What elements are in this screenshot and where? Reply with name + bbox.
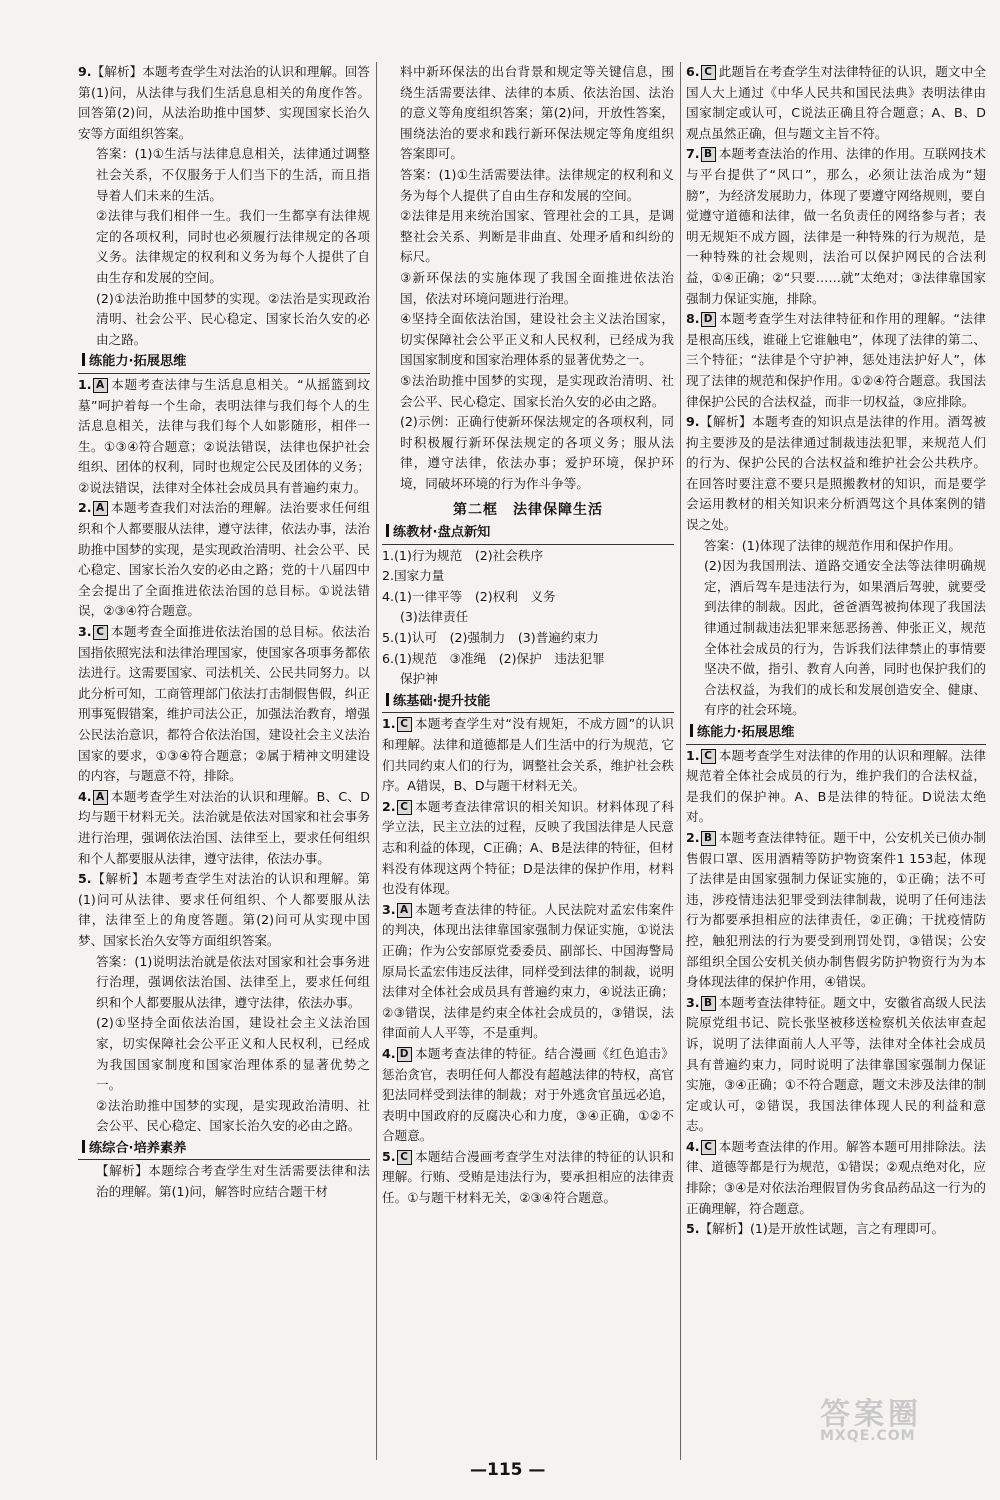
section-heading: 练基础·提升技能	[382, 692, 674, 714]
answer-text: ④坚持全面依法治国，建设社会主义法治国家，切实保障社会公平正义和人民权利，已经成为我国国家制度和国家治理体系的显著优势之一。	[400, 311, 674, 368]
watermark-logo	[820, 1397, 985, 1485]
answer-paragraph	[382, 309, 674, 371]
chapter-title: 第二框 法律保障生活	[453, 502, 603, 519]
question-number: 1.	[78, 376, 92, 392]
question-number: 4.	[382, 1045, 396, 1061]
answer-letter-badge: A	[93, 501, 108, 516]
answer-paragraph	[78, 62, 370, 144]
answer-paragraph	[382, 546, 674, 567]
page-number: —115 —	[470, 1460, 546, 1480]
answer-letter-badge: C	[701, 749, 716, 764]
answer-text: 5.(1)认可 (2)强制力 (3)普遍约束力	[382, 630, 599, 646]
watermark-url: MXQE.COM	[820, 1427, 916, 1444]
answer-text: 答案：(1)①生活与法律息息相关，法律通过调整社会关系，不仅服务于人们当下的生活，而且指导着人们未来的生活。	[96, 146, 370, 203]
answer-text: 1.(1)行为规范 (2)社会秩序	[382, 547, 544, 563]
answer-paragraph	[382, 649, 674, 670]
answer-text: ②法律与我们相伴一生。我们一生都享有法律规定的各项权利，同时也必须履行法律规定的各项义务。法律规定的权利和义务为每个人提供了自由生存和发展的空间。	[96, 208, 370, 285]
question-number: 2.	[382, 798, 396, 814]
answer-paragraph	[686, 536, 986, 557]
answer-letter-badge: D	[701, 312, 716, 327]
answer-paragraph	[78, 375, 370, 499]
question-number: 5.	[686, 1221, 700, 1237]
answer-text: 6.(1)规范 ③准绳 (2)保护 违法犯罪	[382, 650, 605, 666]
answer-text: (2)示例：正确行使新环保法规定的各项权利，同时积极履行新环保法规定的各项义务；服从法律，遵守法律，依法办事；爱护环境，保护环境，同破坏环境的行为作斗争等。	[400, 414, 674, 491]
answer-text: 【解析】本题考查学生对法治的认识和理解。回答第(1)问，从法律与我们生活息息相关的角度作答。回答第(2)问，从法治助推中国梦、实现国家长治久安等方面组织答案。	[78, 64, 370, 141]
answer-paragraph	[78, 498, 370, 622]
answer-text: (3)法律责任	[400, 609, 469, 625]
answer-text: 此题旨在考查学生对法律特征的认识，题文中全国人大上通过《中华人民共和国民法典》表明法律由国家制定或认可，C说法正确且符合题意；A、B、D观点虽然正确，但与题文主旨不符。	[686, 64, 986, 141]
answer-text: 【解析】本题考查的知识点是法律的作用。酒驾被拘主要涉及的是法律通过制裁违法犯罪，来规范人们的行为、保护公民的合法权益和维护社会公共秩序。在回答时要注意不要只是照搬教材的知识，而是要学会运用教材的相关知识来分析酒驾这个具体案例的错误之处。	[686, 414, 986, 533]
section-heading: 练能力·拓展思维	[686, 723, 986, 745]
answer-paragraph	[686, 62, 986, 144]
answer-paragraph	[382, 62, 674, 165]
answer-paragraph	[686, 144, 986, 309]
column-divider	[376, 62, 377, 1460]
section-heading: 练能力·拓展思维	[78, 352, 370, 374]
answer-paragraph	[78, 787, 370, 869]
answer-letter-badge: B	[701, 996, 716, 1011]
question-number: 4.	[78, 788, 92, 804]
answer-paragraph	[382, 165, 674, 206]
answer-letter-badge: C	[397, 717, 412, 732]
answer-paragraph	[78, 869, 370, 951]
answer-text: 本题考查法律的特征。人民法院对孟宏伟案件的判决，体现出法律靠国家强制力保证实施，①说法正确；作为公安部原党委委员、副部长、中国海警局原局长孟宏伟违反法律，同样受到法律的制裁，说明法律对全体社会成员具有普遍约束力，④说法正确；②③错误，法律是约束全体社会成员的，③错误，法律面前人人平等，不是重判。	[382, 901, 674, 1041]
answer-paragraph	[78, 952, 370, 1014]
answer-letter-badge: B	[701, 831, 716, 846]
answer-paragraph	[382, 587, 674, 608]
answer-text: 答案：(1)①生活需要法律。法律规定的权利和义务为每个人提供了自由生存和发展的空间。	[400, 166, 674, 203]
answer-paragraph	[78, 1013, 370, 1095]
answer-paragraph	[382, 268, 674, 309]
answer-text: 本题结合漫画考查学生对法律的特征的认识和理解。行贿、受贿是违法行为，要承担相应的法律责任。①与题干材料无关，②③④符合题意。	[382, 1148, 674, 1206]
question-number: 9.	[78, 64, 92, 79]
answer-text: 本题考查学生对法律特征和作用的理解。“法律是根高压线，谁碰上它谁触电”，体现了法律的第二、三个特征；“法律是个守护神，惩处违法护好人”，体现了法律的规范和保护作用。①②④符合题意。我国法律保护公民的合法权益，而非一切权益，③应排除。	[686, 311, 986, 409]
answer-letter-badge: C	[701, 65, 716, 80]
answer-text: 【解析】本题综合考查学生对生活需要法律和法治的理解。第(1)问，解答时应结合题干材	[96, 1163, 370, 1200]
answer-text: 料中新环保法的出台背景和规定等关键信息，围绕生活需要法律、法律的本质、依法治国、法治的意义等角度组织答案；第(2)问，开放性答案，围绕法治的要求和践行新环保法规定等角度组织答案即可。	[400, 64, 674, 162]
answer-text: 2.国家力量	[382, 568, 445, 584]
answer-text: ②法治助推中国梦的实现，是实现政治清明、社会公平、民心稳定、国家长治久安的必由之路。	[96, 1097, 370, 1134]
answer-paragraph	[686, 746, 986, 828]
section-heading: 练教材·盘点新知	[382, 523, 674, 545]
answer-paragraph	[78, 1161, 370, 1202]
answer-letter-badge: A	[93, 790, 108, 805]
answer-paragraph	[686, 1219, 986, 1240]
answer-paragraph	[686, 1137, 986, 1219]
answer-paragraph	[382, 1147, 674, 1209]
answer-text: 【解析】(1)是开放性试题，言之有理即可。	[699, 1221, 945, 1237]
answer-text: 本题考查法律与生活息息相关。“从摇篮到坟墓”呵护着每一个生命，表明法律与我们每个人的生活息息相关，法律与我们每个人如影随形，相伴一生。①③④符合题意；②说法错误，法律也保护社会组织、团体的权利，同时也规定公民及团体的义务；②说法错误，法律对全体社会成员具有普遍约束力。	[78, 376, 370, 495]
question-number: 5.	[382, 1148, 396, 1164]
answer-letter-badge: A	[397, 903, 412, 918]
answer-paragraph	[686, 993, 986, 1137]
answer-text: ⑤法治助推中国梦的实现，是实现政治清明、社会公平、民心稳定、国家长治久安的必由之路。	[400, 372, 674, 409]
answer-text: 答案：(1)说明法治就是依法对国家和社会事务进行治理，强调依法治国、法律至上，要求任何组织和个人都要服从法律，遵守法律，依法办事。	[96, 953, 370, 1010]
answer-text: 本题考查法律的作用。解答本题可用排除法。法律、道德等都是行为规范，①错误；②观点绝对化，应排除；③④是对依法治理假冒伪劣食品药品这一行为的正确理解，符合题意。	[686, 1138, 986, 1216]
answer-text: 本题考查法治的作用、法律的作用。互联网技术与平台提供了“风口”，那么，必须让法治成为“翅膀”，为经济发展助力，体现了要遵守网络规则，要自觉遵守道德和法律，做一名负责任的网络参与者；表明无规矩不成方圆，法律是一种特殊的行为规范，是一种特殊的社会规则，法治可以保护网民的合法利益，①④正确；②“只要……就”太绝对；③法律靠国家强制力保证实施，排除。	[686, 146, 986, 306]
answer-text: 本题考查法律特征。题文中，安徽省高级人民法院原党组书记、院长张坚被移送检察机关依法审查起诉，说明了法律面前人人平等，法律对全体社会成员具有普遍约束力，同时说明了法律靠国家强制力保证实施，③④正确；①不符合题意，题文未涉及法律的制定或认可，②错误，我国法律体现人民的利益和意志。	[686, 994, 986, 1134]
answer-paragraph	[382, 1044, 674, 1147]
answer-text: (2)因为我国刑法、道路交通安全法等法律明确规定，酒后驾车是违法行为，如果酒后驾驶，就要受到法律的制裁。因此，爸爸酒驾被拘体现了我国法律通过制裁违法犯罪来惩恶扬善、伸张正义，规范全体社会成员的行为，告诉我们法律禁止的事情要坚决不做，指引、教育人向善，同时也保护我们的合法权益，为我们的成长和发展创造安全、健康、有序的社会环境。	[704, 558, 986, 718]
answer-text: ②法律是用来统治国家、管理社会的工具，是调整社会关系、判断是非曲直、处理矛盾和纠纷的标尺。	[400, 208, 674, 265]
answer-text: 本题考查全面推进依法治国的总目标。依法治国指依照宪法和法律治理国家，使国家各项事务都依法进行。这需要国家、司法机关、公民共同努力。以此分析可知，工商管理部门依法打击制假售假，纠正刑事冤假错案，维护司法公正，加强法治教育，增强公民法治意识，都符合依法治国，建设社会主义法治国家的要求，①③④符合题意；②属于精神文明建设的内容，与题意不符，排除。	[78, 624, 370, 784]
answer-paragraph	[382, 566, 674, 587]
answer-paragraph	[78, 289, 370, 351]
answer-letter-badge: C	[701, 1140, 716, 1155]
question-number: 1.	[382, 716, 396, 732]
answer-text: 保护神	[400, 671, 438, 687]
question-number: 7.	[686, 146, 700, 162]
answer-column-middle	[382, 62, 674, 1209]
answer-paragraph	[382, 714, 674, 796]
column-divider	[680, 62, 681, 1460]
answer-paragraph	[382, 669, 674, 690]
watermark-text: 答案圈	[820, 1397, 922, 1432]
question-number: 5.	[78, 871, 92, 887]
answer-text: 本题考查法律的特征。结合漫画《红色追击》惩治贪官，表明任何人都没有超越法律的特权，高官犯法同样受到法律的制裁；对于外逃贪官虽远必追，表明中国政府的反腐决心和力度，③④正确，①②不合题意。	[382, 1045, 674, 1144]
answer-paragraph	[382, 900, 674, 1044]
answer-column-left	[78, 62, 370, 1203]
answer-paragraph	[382, 607, 674, 628]
answer-letter-badge: A	[93, 378, 108, 393]
answer-text: 【解析】本题考查学生对法治的认识和理解。第(1)问可从法律、要求任何组织、个人都要服从法律，法律至上的角度答题。第(2)问可从实现中国梦、国家长治久安等方面组织答案。	[78, 871, 370, 948]
answer-text: 本题考查法律特征。题干中，公安机关已侦办制售假口罩、医用酒精等防护物资案件1 153起，体现了法律是由国家强制力保证实施的，①正确；法不可违，涉疫情违法犯罪受到法律制裁，说明了任何违法行为都要承担相应的法律责任，②正确；干扰疫情防控，触犯刑法的行为要受到刑罚处罚，③错误；公安部组织全国公安机关侦办制售假劣防护物资行为为本身体现法律的保护作用，④错误。	[686, 829, 986, 990]
question-number: 9.	[686, 414, 700, 430]
answer-paragraph	[382, 797, 674, 900]
answer-letter-badge: D	[397, 1047, 412, 1062]
answer-text: 本题考查法律常识的相关知识。材料体现了科学立法，民主立法的过程，反映了我国法律是人民意志和利益的体现，C正确；A、B是法律的特征，但材料没有体现这两个特征；D是法律的保护作用，材料也没有体现。	[382, 798, 674, 897]
answer-text: 本题考查我们对法治的理解。法治要求任何组织和个人都要服从法律，遵守法律，依法办事，法治助推中国梦的实现，是实现政治清明、社会公平、民心稳定、国家长治久安的必由之路；党的十八届四中全会提出了全面推进依法治国的总目标。①说法错误，②③④符合题意。	[78, 500, 370, 619]
answer-paragraph	[382, 371, 674, 412]
question-number: 2.	[686, 829, 700, 845]
answer-paragraph	[78, 144, 370, 206]
answer-paragraph	[78, 1096, 370, 1137]
answer-paragraph	[686, 412, 986, 536]
answer-paragraph	[686, 828, 986, 993]
answer-text: (2)①法治助推中国梦的实现。②法治是实现政治清明、社会公平、民心稳定、国家长治久安的必由之路。	[96, 290, 370, 347]
answer-paragraph	[382, 206, 674, 268]
answer-text: 本题考查学生对法治的认识和理解。B、C、D均与题干材料无关。法治就是依法对国家和社会事务进行治理，强调依法治国、法律至上，要求任何组织和个人都要服从法律，遵守法律，依法办事。	[78, 788, 370, 866]
answer-text: 本题考查学生对“没有规矩，不成方圆”的认识和理解。法律和道德都是人们生活中的行为规范，它们共同约束人们的行为，调整社会关系，维护社会秩序。A错误，B、D与题干材料无关。	[382, 716, 674, 794]
answer-text: 答案：(1)体现了法律的规范作用和保护作用。	[704, 537, 962, 553]
section-heading: 练综合·培养素养	[78, 1139, 370, 1161]
question-number: 6.	[686, 64, 700, 79]
answer-paragraph	[78, 622, 370, 787]
answer-letter-badge: B	[701, 147, 716, 162]
answer-paragraph	[686, 556, 986, 721]
question-number: 3.	[78, 624, 92, 640]
answer-text: 本题考查学生对法律的作用的认识和理解。法律规范着全体社会成员的行为，维护我们的合法权益，是我们的保护神。A、B是法律的特征。D说法太绝对。	[686, 747, 986, 825]
question-number: 8.	[686, 311, 700, 327]
answer-text: (2)①坚持全面依法治国，建设社会主义法治国家，切实保障社会公平正义和人民权利，已经成为我国国家制度和国家治理体系的显著优势之一。	[96, 1015, 370, 1093]
answer-paragraph	[686, 309, 986, 412]
answer-letter-badge: C	[397, 800, 412, 815]
question-number: 3.	[686, 994, 700, 1010]
answer-paragraph	[382, 412, 674, 494]
answer-column-right	[686, 62, 986, 1240]
answer-letter-badge: C	[397, 1150, 412, 1165]
question-number: 4.	[686, 1138, 700, 1154]
answer-text: 4.(1)一律平等 (2)权利 义务	[382, 588, 556, 604]
answer-text: ③新环保法的实施体现了我国全面推进依法治国，依法对环境问题进行治理。	[400, 269, 674, 306]
answer-paragraph	[78, 206, 370, 288]
question-number: 2.	[78, 500, 92, 516]
question-number: 3.	[382, 901, 396, 917]
answer-letter-badge: C	[93, 625, 108, 640]
answer-paragraph	[382, 628, 674, 649]
question-number: 1.	[686, 747, 700, 763]
